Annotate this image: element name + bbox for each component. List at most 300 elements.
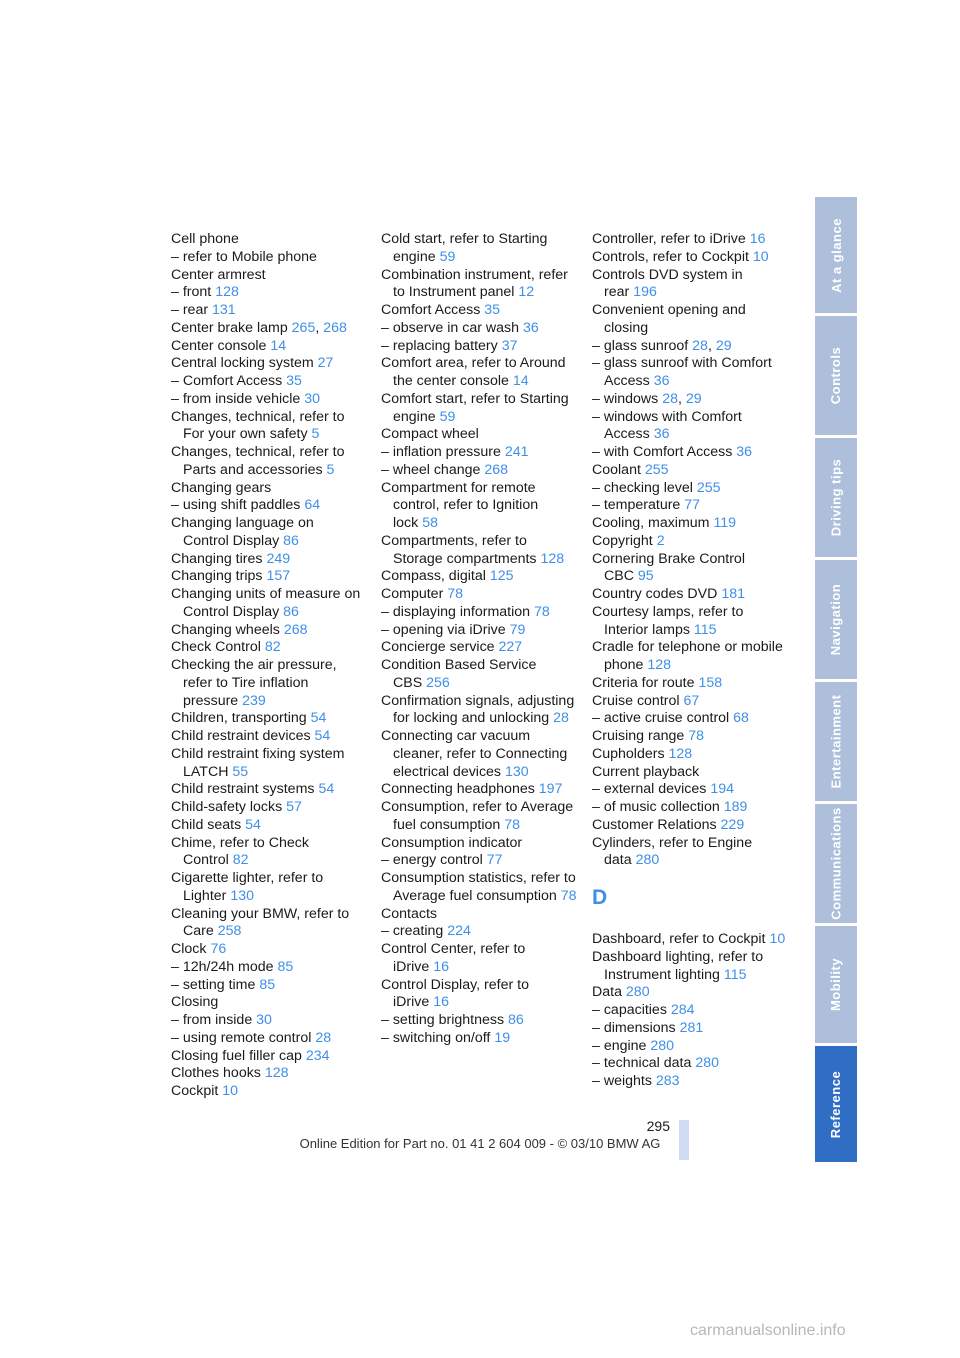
page-link[interactable]: 78 [504, 816, 520, 833]
index-entry [381, 941, 577, 977]
index-entry [171, 710, 361, 728]
index-entry [592, 1073, 788, 1091]
index-column-1 [171, 231, 361, 1101]
page-link[interactable]: 16 [433, 994, 449, 1011]
index-entry-text: Cooling, maximum [592, 515, 710, 531]
index-entry [592, 675, 788, 693]
index-entry [592, 799, 788, 817]
index-entry-text: – dimensions [592, 1019, 676, 1036]
index-entry-text: Controller, refer to iDrive [592, 231, 746, 247]
index-entry [171, 799, 361, 817]
index-entry-text: – from inside vehicle [171, 390, 301, 407]
index-entry [171, 639, 361, 657]
index-entry-text: – inflation pressure [381, 444, 501, 460]
page-link[interactable]: 19 [494, 1029, 511, 1046]
page-link[interactable]: 131 [212, 302, 236, 318]
page-link[interactable]: 10 [769, 931, 786, 947]
index-entry-text: Convenient opening and closing [592, 302, 746, 336]
index-entry [592, 409, 788, 445]
tab-mobility[interactable] [815, 926, 857, 1043]
index-entry [171, 249, 361, 267]
page-link[interactable]: 16 [433, 958, 449, 975]
index-entry-text: Cupholders [592, 745, 665, 762]
index-entry [381, 852, 577, 870]
page-link[interactable]: 54 [314, 728, 331, 744]
footer-text: Online Edition for Part no. 01 41 2 604 009 - © 03/10 BMW AG [299, 1136, 661, 1151]
tab-label: Navigation [828, 583, 844, 656]
index-entry [171, 302, 361, 320]
index-entry-text: Consumption statistics, refer to Average fuel consumption [381, 870, 576, 904]
section-letter: D [592, 886, 608, 909]
index-entry-text: Cigarette lighter, refer to Lighter [171, 870, 324, 904]
page-link[interactable]: 256 [426, 674, 450, 691]
index-entry [171, 817, 361, 835]
index-entry [592, 551, 788, 587]
index-entry-text: Child restraint devices [171, 728, 311, 744]
page-link[interactable]: 194 [710, 781, 734, 798]
page-link[interactable]: 28 [315, 1029, 332, 1046]
tab-label: Mobility [828, 957, 844, 1012]
index-entry-text: Cell phone [171, 231, 239, 247]
page-link[interactable]: 5 [326, 461, 335, 478]
index-entry [381, 462, 577, 480]
page-link[interactable]: 95 [637, 568, 654, 585]
page-link[interactable]: 241 [504, 444, 529, 460]
index-entry [592, 746, 788, 764]
index-entry-text: – rear [171, 302, 209, 318]
index-entry-text: Child-safety locks [171, 799, 283, 815]
page-link[interactable]: 158 [698, 674, 723, 691]
index-entry-text: Dashboard lighting, refer to Instrument lighting [592, 948, 764, 983]
page-link[interactable]: 14 [512, 373, 529, 389]
page-link[interactable]: 14 [270, 337, 287, 354]
index-entry-text: Cockpit [171, 1083, 219, 1099]
page-link[interactable]: 197 [538, 781, 563, 798]
page-link[interactable]: 128 [668, 745, 693, 762]
index-entry [171, 959, 361, 977]
index-entry [171, 231, 361, 249]
page-link[interactable]: 128 [540, 550, 565, 567]
page-link[interactable]: 36 [653, 426, 670, 443]
index-entry [592, 267, 788, 303]
index-entry [171, 781, 361, 799]
index-entry [592, 639, 788, 675]
page-link[interactable]: 128 [264, 1065, 289, 1082]
index-entry-text: Combination instrument, refer to Instrument panel [381, 266, 568, 301]
index-entry-text: – technical data [592, 1055, 692, 1072]
index-entry-text: Cylinders, refer to Engine data [592, 834, 753, 869]
page-link[interactable]: 29 [685, 390, 702, 407]
index-entry [592, 764, 788, 782]
page-link[interactable]: 239 [242, 692, 266, 709]
page-link[interactable]: 76 [210, 941, 227, 957]
index-entry-text: – active cruise control [592, 710, 730, 727]
index-entry-text: Changing wheels [171, 621, 280, 638]
index-entry [171, 1012, 361, 1030]
index-entry [381, 906, 577, 924]
index-entry [381, 1030, 577, 1048]
index-entry [381, 870, 577, 906]
page-link[interactable]: 128 [215, 284, 239, 301]
index-entry-text: – replacing battery [381, 337, 498, 354]
tab-label: Communications [828, 807, 844, 920]
page-link[interactable]: 78 [534, 603, 550, 620]
page-link[interactable]: 10 [222, 1083, 239, 1099]
page-link[interactable]: 157 [266, 568, 291, 585]
index-entry-text: Confirmation signals, adjusting for locking and unlocking [381, 692, 575, 727]
index-entry [171, 728, 361, 746]
index-entry [592, 1020, 788, 1038]
page-link[interactable]: 265 [291, 319, 316, 336]
page-link[interactable]: 181 [721, 586, 745, 602]
index-entry-text: – setting time [171, 976, 256, 993]
index-entry [381, 835, 577, 853]
page-link[interactable]: 55 [232, 763, 249, 780]
page-link[interactable]: 229 [720, 816, 745, 833]
index-entry [381, 391, 577, 427]
page-link[interactable]: 268 [484, 461, 509, 478]
index-entry [381, 426, 577, 444]
index-entry [381, 923, 577, 941]
page-link[interactable]: 255 [696, 479, 721, 496]
index-entry-text: Cradle for telephone or mobile phone [592, 639, 783, 673]
index-entry [171, 515, 361, 551]
chapter-tabs [815, 197, 857, 1165]
index-entry [592, 480, 788, 498]
page-link[interactable]: 67 [683, 692, 700, 709]
tab-label: Entertainment [828, 694, 844, 789]
page-link[interactable]: 130 [230, 887, 255, 904]
page-link[interactable]: 54 [318, 781, 335, 798]
page-link[interactable]: 78 [688, 728, 705, 744]
index-entry-text: Data [592, 984, 622, 1001]
page-link[interactable]: 258 [217, 923, 242, 940]
index-entry [381, 693, 577, 729]
index-entry-text: Checking the air pressure, refer to Tire inflation pressure [171, 657, 337, 709]
index-entry-text: Controls DVD system in rear [592, 266, 743, 301]
index-entry-text: – from inside [171, 1012, 253, 1028]
index-entry [381, 1012, 577, 1030]
index-entry-text: Contacts [381, 905, 437, 922]
index-entry [171, 373, 361, 391]
index-entry-text: Center armrest [171, 266, 266, 283]
tab-label: Driving tips [828, 458, 844, 537]
page-link[interactable]: 115 [693, 621, 717, 638]
index-entry-text: Changing gears [171, 479, 272, 496]
page-link[interactable]: 115 [723, 966, 747, 983]
index-entry-text: Control Center, refer to iDrive [381, 941, 526, 975]
index-entry [381, 781, 577, 799]
index-entry-text: Cold start, refer to Starting engine [381, 231, 548, 265]
page-link[interactable]: 280 [625, 984, 650, 1001]
index-entry [171, 1065, 361, 1083]
index-entry-text: Cornering Brake Control CBC [592, 550, 745, 585]
index-entry-text: Compartments, refer to Storage compartments [381, 532, 537, 567]
page-link[interactable]: 268 [323, 319, 347, 336]
page-link[interactable]: 281 [679, 1019, 704, 1036]
index-entry: – windows 28, 29 [592, 390, 702, 407]
index-entry-text: – wheel change [381, 461, 481, 478]
index-entry [592, 1038, 788, 1056]
index-entry-text: Comfort Access [381, 302, 481, 318]
index-entry-text: Computer [381, 586, 444, 602]
index-entry-text: Comfort area, refer to Around the center console [381, 355, 566, 389]
index-entry-text: Copyright [592, 532, 653, 549]
page-link[interactable]: 59 [439, 408, 456, 425]
index-entry [381, 639, 577, 657]
page-link[interactable]: 255 [644, 461, 669, 478]
page-link[interactable]: 29 [715, 337, 732, 354]
index-entry-text: Connecting car vacuum cleaner, refer to Connecting electrical devices [381, 728, 568, 780]
index-entry [171, 409, 361, 445]
tab-navigation[interactable] [815, 560, 857, 679]
index-entry [592, 781, 788, 799]
page-link[interactable]: 280 [650, 1037, 675, 1054]
index-entry [592, 931, 788, 949]
index-entry-text: Changing language on Control Display [171, 515, 314, 549]
index-entry-text: Changes, technical, refer to Parts and accessories [171, 444, 345, 478]
page-link[interactable]: 64 [304, 497, 321, 514]
tab-label: Reference [828, 1070, 844, 1138]
page-link[interactable]: 130 [504, 763, 529, 780]
index-entry-text: Criteria for route [592, 674, 695, 691]
index-entry-text: – checking level [592, 479, 693, 496]
index-entry [381, 480, 577, 533]
tab-label: At a glance [828, 217, 844, 293]
page-link[interactable]: 249 [266, 550, 291, 567]
page-link[interactable]: 10 [752, 248, 769, 265]
index-entry-text: Changing tires [171, 550, 263, 567]
index-entry [592, 586, 788, 604]
index-entry-text: Clock [171, 941, 207, 957]
page-link[interactable]: 78 [447, 586, 464, 602]
index-entry [171, 551, 361, 569]
index-entry-text: – observe in car wash [381, 319, 520, 336]
index-entry-text: Compass, digital [381, 568, 486, 585]
index-entry-text: Children, transporting [171, 710, 307, 727]
page-link[interactable]: 86 [283, 603, 299, 620]
tab-communications[interactable] [815, 804, 857, 923]
page-link[interactable]: 283 [655, 1073, 680, 1089]
page-link[interactable]: 16 [749, 231, 766, 247]
index-entry [592, 462, 788, 480]
index-entry [381, 267, 577, 303]
index-entry-text: Clothes hooks [171, 1065, 261, 1082]
index-entry [171, 1030, 361, 1048]
index-entry-text: Central locking system [171, 355, 314, 372]
page-link[interactable]: 280 [635, 852, 660, 869]
index-entry [592, 604, 788, 640]
index-entry-text: – switching on/off [381, 1029, 491, 1046]
index-entry-text: Check Control [171, 639, 261, 656]
index-entry [171, 657, 361, 710]
index-entry [171, 977, 361, 995]
index-entry-text: Current playback [592, 763, 700, 780]
index-entry-text: Condition Based Service CBS [381, 657, 537, 691]
index-entry-text: – displaying information [381, 603, 531, 620]
page-link[interactable]: 86 [508, 1012, 524, 1028]
index-entry-text: – engine [592, 1037, 647, 1054]
index-entry [592, 515, 788, 533]
index-entry-text: – opening via iDrive [381, 621, 506, 638]
index-entry-text: Changing units of measure on Control Display [171, 586, 361, 620]
page-link[interactable]: 268 [283, 621, 308, 638]
index-entry [171, 497, 361, 515]
index-entry-text: Changing trips [171, 568, 263, 585]
index-entry [381, 799, 577, 835]
index-entry [171, 1083, 361, 1101]
page-link[interactable]: 2 [656, 532, 665, 549]
index-entry [592, 728, 788, 746]
page-link[interactable]: 82 [264, 639, 281, 656]
index-entry [381, 657, 577, 693]
index-entry [171, 444, 361, 480]
index-column-3 [592, 231, 788, 1091]
index-entry [171, 568, 361, 586]
index-entry [592, 231, 788, 249]
index-entry-text: Courtesy lamps, refer to Interior lamps [592, 603, 744, 638]
index-entry [592, 817, 788, 835]
index-entry-text: Compartment for remote control, refer to Ignition lock [381, 479, 539, 531]
index-entry [171, 284, 361, 302]
page-link[interactable]: 28 [692, 337, 708, 354]
index-entry-text: – Comfort Access [171, 373, 283, 389]
page-link[interactable]: 5 [311, 426, 320, 443]
index-entry-text: – of music collection [592, 799, 720, 815]
index-entry [171, 835, 361, 871]
page-link[interactable]: 280 [695, 1055, 720, 1072]
page-link[interactable]: 77 [684, 497, 701, 514]
page-link[interactable]: 77 [486, 852, 503, 869]
page-link[interactable]: 224 [447, 923, 471, 940]
page-link[interactable]: 36 [522, 319, 539, 336]
index-entry-text: Consumption indicator [381, 834, 523, 851]
page-link[interactable]: 284 [670, 1002, 695, 1018]
page-link[interactable]: 35 [286, 373, 302, 389]
index-entry-text: Child restraint fixing system LATCH [171, 745, 345, 780]
index-entry [592, 1002, 788, 1020]
index-entry [171, 906, 361, 942]
index-entry-text: – creating [381, 923, 444, 940]
index-entry [381, 586, 577, 604]
index-entry [171, 267, 361, 285]
index-entry-text: – external devices [592, 781, 707, 798]
page-link[interactable]: 59 [439, 248, 456, 265]
page-link[interactable]: 57 [286, 799, 302, 815]
index-entry-text: Changes, technical, refer to For your own safety [171, 408, 345, 443]
page-link[interactable]: 58 [422, 515, 438, 531]
index-entry [171, 480, 361, 498]
index-entry-text: – using shift paddles [171, 497, 301, 514]
index-entry [381, 977, 577, 1013]
tab-driving-tips[interactable] [815, 438, 857, 557]
page-link[interactable]: 68 [733, 710, 749, 727]
page-link[interactable]: 27 [317, 355, 334, 372]
index-entry [592, 835, 788, 871]
index-entry [381, 320, 577, 338]
page-link[interactable]: 85 [259, 976, 276, 993]
page-number: 295 [646, 1118, 670, 1134]
index-entry-text: Customer Relations [592, 816, 717, 833]
index-entry [381, 355, 577, 391]
index-entry-text: Compact wheel [381, 426, 479, 443]
index-entry [592, 693, 788, 711]
page-link[interactable]: 36 [653, 373, 670, 389]
index-entry: Center brake lamp 265, 268 [171, 319, 347, 336]
page-link[interactable]: 30 [256, 1012, 272, 1028]
index-entry [592, 533, 788, 551]
tab-entertainment[interactable] [815, 682, 857, 801]
page-link[interactable]: 54 [245, 816, 261, 833]
index-entry [592, 710, 788, 728]
index-entry [592, 949, 788, 985]
index-entry-text: Coolant [592, 461, 641, 478]
page-link[interactable]: 78 [560, 887, 577, 904]
index-entry [171, 355, 361, 373]
tab-controls[interactable] [815, 316, 857, 435]
page-link[interactable]: 119 [713, 515, 737, 531]
page-link[interactable]: 28 [662, 390, 678, 407]
page-link[interactable]: 196 [633, 284, 657, 301]
index-entry-text: Country codes DVD [592, 586, 718, 602]
index-entry-text: – setting brightness [381, 1012, 505, 1028]
page-link[interactable]: 82 [232, 852, 249, 869]
index-entry-text: Chime, refer to Check Control [171, 834, 309, 869]
index-entry [171, 1048, 361, 1066]
index-entry-text: – capacities [592, 1002, 667, 1018]
index-entry-text: – with Comfort Access [592, 444, 733, 460]
index-entry-text: Closing [171, 994, 219, 1011]
index-entry-text: Controls, refer to Cockpit [592, 248, 749, 265]
page-link[interactable]: 227 [498, 639, 523, 656]
page-link[interactable]: 79 [509, 621, 526, 638]
page-link[interactable]: 85 [277, 958, 294, 975]
watermark: carmanualsonline.info [690, 1322, 846, 1339]
index-entry-text: Connecting headphones [381, 781, 535, 798]
page-link[interactable]: 125 [489, 568, 514, 585]
index-entry [592, 302, 788, 338]
index-entry [171, 391, 361, 409]
index-entry-text: – front [171, 284, 212, 301]
index-entry [592, 444, 788, 462]
page-link[interactable]: 189 [723, 799, 748, 815]
page-link[interactable]: 30 [304, 390, 321, 407]
page-link[interactable]: 35 [484, 302, 501, 318]
index-entry [381, 728, 577, 781]
index-entry [592, 497, 788, 515]
index-entry: – glass sunroof 28, 29 [592, 337, 732, 354]
page-link[interactable]: 12 [518, 284, 535, 301]
index-entry-text: – windows with Comfort Access [592, 408, 742, 443]
index-entry [592, 1055, 788, 1073]
page-link[interactable]: 128 [647, 657, 672, 673]
index-entry [171, 870, 361, 906]
index-entry-text: – weights [592, 1073, 652, 1089]
tab-label: Controls [828, 346, 844, 405]
tab-at-a-glance[interactable] [815, 197, 857, 313]
page-link[interactable]: 54 [310, 710, 327, 727]
index-entry [381, 604, 577, 622]
page-link[interactable]: 37 [501, 337, 518, 354]
page-link[interactable]: 86 [283, 532, 299, 549]
index-entry-text: – temperature [592, 497, 681, 514]
index-entry [381, 533, 577, 569]
page-link[interactable]: 36 [736, 444, 753, 460]
index-entry-text: – windows [592, 390, 659, 407]
index-entry-text: Concierge service [381, 639, 495, 656]
page-link[interactable]: 234 [305, 1047, 330, 1064]
page-link[interactable]: 28 [553, 710, 569, 727]
